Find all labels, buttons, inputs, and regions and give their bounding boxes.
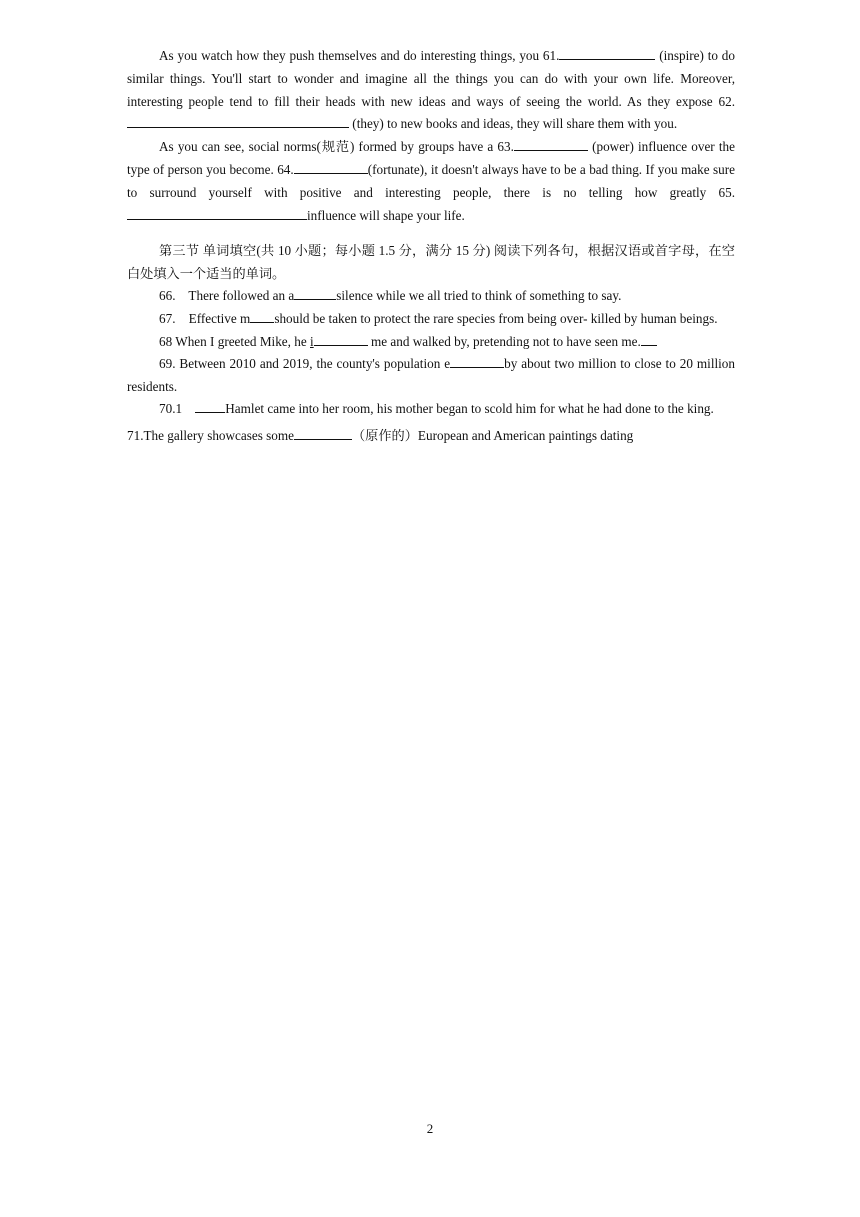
question-text: Hamlet came into her room, his mother began to scold him for what he had done to the king. [225, 401, 714, 417]
question-text: 66. There followed an a [159, 288, 295, 304]
blank-67 [250, 311, 274, 323]
blank-70 [195, 401, 225, 413]
question-70 [127, 398, 735, 421]
question-text: by about two million to close to 20 million residents. [127, 356, 735, 394]
question-69 [127, 353, 735, 398]
question-67 [127, 308, 735, 331]
passage-text: As you watch how they push themselves and do interesting things, you 61. [159, 48, 560, 63]
question-text: 69. Between 2010 and 2019, the county's population e [159, 356, 451, 372]
question-68 [127, 331, 735, 354]
passage-paragraph-2 [127, 136, 735, 227]
section-3-heading: 第三节 单词填空(共 10 小题；每小题 1.5 分，满分 15 分) 阅读下列各句，根据汉语或首字母，在空白处填入一个适当的单词。 [127, 243, 735, 282]
trailing-blank [641, 334, 657, 346]
initial-letter-hint: i [310, 333, 314, 349]
passage-text: As you can see, social norms(规范) formed by groups have a 63. [159, 139, 514, 155]
question-text: （原作的）European and American paintings dating [352, 427, 634, 443]
blank-71 [294, 428, 352, 440]
passage-paragraph-1 [127, 45, 735, 136]
blank-66 [294, 288, 336, 300]
question-text: me and walked by, pretending not to have seen me. [367, 333, 641, 349]
passage-text: (they) to new books and ideas, they will share them with you. [349, 116, 678, 132]
blank-61 [559, 48, 655, 60]
question-text: 71.The gallery showcases some [127, 427, 294, 443]
question-text: should be taken to protect the rare species from being over- killed by human beings. [274, 310, 718, 326]
passage-text: (fortunate), it doesn't always have to be a bad thing. If you make sure to surround yourself with positive and interesting people, there is no telling how greatly 65. [127, 161, 735, 200]
blank-62 [127, 116, 349, 128]
page-content [127, 45, 735, 448]
passage-text: (inspire) to do similar things. You'll start to wonder and imagine all the things you can do with your own life. Moreover, interesting people tend to fill their heads with new ideas and ways of seeing the world. As they expose 62. [127, 48, 735, 109]
blank-69 [450, 356, 504, 368]
question-text: 70.1 [159, 401, 196, 417]
blank-68 [314, 334, 368, 346]
question-66 [127, 285, 735, 308]
blank-63 [514, 139, 588, 151]
passage-text: (power) influence over the type of person you become. 64. [127, 139, 735, 177]
passage-text: influence will shape your life. [307, 207, 465, 223]
blank-65 [127, 208, 307, 220]
question-text: silence while we all tried to think of something to say. [336, 288, 622, 304]
question-text: 67. Effective m [159, 310, 251, 326]
page-number: 2 [426, 1121, 434, 1136]
question-text: 68 When I greeted Mike, he [159, 333, 310, 349]
question-71 [127, 425, 735, 448]
blank-64 [294, 162, 368, 174]
